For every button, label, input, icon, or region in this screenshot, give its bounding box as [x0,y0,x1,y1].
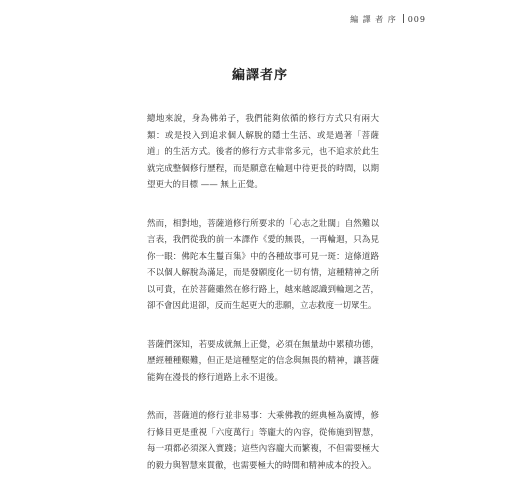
paragraph-line: 總地來說，身為佛弟子，我們能夠依循的修行方式只有兩大 [147,114,379,124]
page-title: 編譯者序 [231,68,288,83]
page-number: 009 [407,15,426,24]
paragraph-line: 以可貴，在於菩薩雖然在修行路上，越來越認識到輪迴之苦， [147,284,379,295]
paragraph-line: 卻不會因此退卻，反而生起更大的悲願，立志救度一切眾生。 [147,301,377,311]
paragraph-line: 言表，我們從我的前一本譯作《愛的無畏，一再輪迴，只為見 [147,235,379,245]
paragraph-1 [147,111,379,194]
paragraph-line: 望更大的目標 —— 無上正覺。 [147,180,263,190]
paragraph-4 [147,408,379,474]
paragraph-line: 然而，菩薩道的修行並非易事：大乘佛教的經典極為廣博，修 [147,411,379,421]
paragraph-line: 類：或是投入到追求個人解脫的隱士生活、或是過著「菩薩 [147,130,379,141]
paragraph-line: 菩薩們深知，若要成就無上正覺，必須在無量劫中累積功德， [147,339,379,350]
paragraph-line: 行條目更是重視「六度萬行」等龐大的內容，從佈施到智慧， [147,427,379,438]
paragraph-line: 道」的生活方式。後者的修行方式非常多元，也不追求於此生 [147,147,379,157]
paragraph-2 [147,216,379,315]
paragraph-line: 歷經種種艱難，但正是這種堅定的信念與無畏的精神，讓菩薩 [147,356,379,366]
paragraph-line: 然而，相對地，菩薩道修行所要求的「心志之壯闊」自然難以 [147,218,379,229]
paragraph-line: 就完成整個修行歷程，而是願意在輪迴中待更長的時間，以期 [147,163,379,174]
paragraph-line: 你一眼：佛陀本生鬘百集》中的各種故事可見一斑：這條道路 [147,251,379,262]
paragraph-3 [147,337,379,387]
paragraph-line: 的毅力與智慧來貫徹，也需要極大的時間和精神成本的投入。 [147,460,377,471]
paragraph-line: 能夠在漫長的修行道路上永不退後。 [147,372,284,383]
header-separator [403,14,404,23]
body-text [147,111,379,496]
running-title: 編 譯 者 序 [350,15,397,24]
paragraph-line: 每一項都必須深入實踐；這些內容龐大而繁複，不但需要極大 [147,444,379,454]
running-header [350,14,426,25]
paragraph-line: 不以個人解脫為滿足，而是發願度化一切有情，這種精神之所 [147,268,379,278]
